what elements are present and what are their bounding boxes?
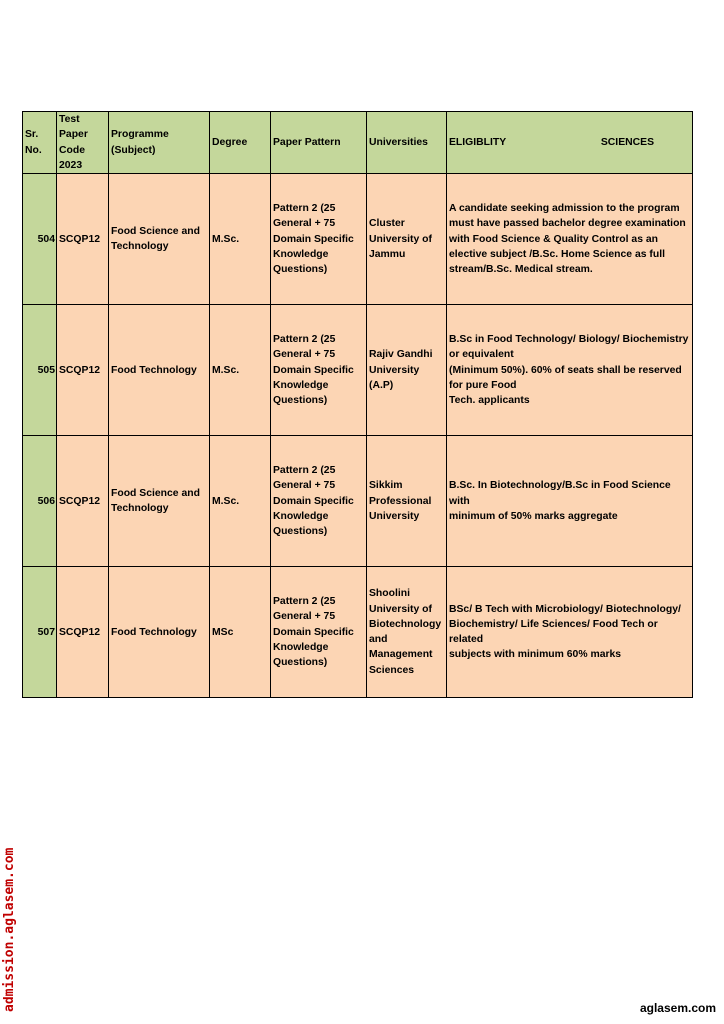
cell-paper-pattern: Pattern 2 (25 General + 75 Domain Specific Knowledge Questions) <box>271 174 367 305</box>
header-universities: Universities <box>367 112 447 174</box>
cell-code: SCQP12 <box>57 174 109 305</box>
cell-sr-no: 504 <box>23 174 57 305</box>
cell-university: Cluster University of Jammu <box>367 174 447 305</box>
cell-programme: Food Technology <box>109 305 210 436</box>
cell-eligibility: A candidate seeking admission to the program must have passed bachelor degree examination with Food Science & Quality Control as an elective subject /B.Sc. Home Science as full stream/B.Sc. Medical stream. <box>447 174 693 305</box>
cell-eligibility: B.Sc in Food Technology/ Biology/ Biochemistry or equivalent (Minimum 50%). 60% of seats shall be reserved for pure Food Tech. applicants <box>447 305 693 436</box>
cell-programme: Food Technology <box>109 567 210 698</box>
header-degree: Degree <box>210 112 271 174</box>
cell-code: SCQP12 <box>57 436 109 567</box>
cell-paper-pattern: Pattern 2 (25 General + 75 Domain Specific Knowledge Questions) <box>271 305 367 436</box>
table-row <box>23 174 693 305</box>
cell-university: Rajiv Gandhi University (A.P) <box>367 305 447 436</box>
footer-brand: aglasem.com <box>639 1001 716 1015</box>
cell-paper-pattern: Pattern 2 (25 General + 75 Domain Specific Knowledge Questions) <box>271 436 367 567</box>
cell-paper-pattern: Pattern 2 (25 General + 75 Domain Specific Knowledge Questions) <box>271 567 367 698</box>
cell-sr-no: 505 <box>23 305 57 436</box>
cell-degree: MSc <box>210 567 271 698</box>
cell-programme: Food Science and Technology <box>109 174 210 305</box>
cell-degree: M.Sc. <box>210 305 271 436</box>
header-eligibility-cell <box>447 112 693 174</box>
cell-eligibility: BSc/ B Tech with Microbiology/ Biotechnology/ Biochemistry/ Life Sciences/ Food Tech or related subjects with minimum 60% marks <box>447 567 693 698</box>
header-sr-no: Sr. No. <box>23 112 57 174</box>
watermark-text: admission.aglasem.com <box>2 847 17 1012</box>
header-test-paper-code: Test Paper Code 2023 <box>57 112 109 174</box>
table-row <box>23 305 693 436</box>
header-programme: Programme (Subject) <box>109 112 210 174</box>
cell-programme: Food Science and Technology <box>109 436 210 567</box>
cell-sr-no: 506 <box>23 436 57 567</box>
eligibility-table <box>22 111 693 698</box>
cell-eligibility: B.Sc. In Biotechnology/B.Sc in Food Science with minimum of 50% marks aggregate <box>447 436 693 567</box>
table-row <box>23 436 693 567</box>
table-header-row <box>23 112 693 174</box>
header-eligibility: ELIGIBLITY <box>449 136 507 148</box>
header-sciences: SCIENCES <box>600 136 654 148</box>
cell-university: Shoolini University of Biotechnology and Management Sciences <box>367 567 447 698</box>
cell-degree: M.Sc. <box>210 174 271 305</box>
header-paper-pattern: Paper Pattern <box>271 112 367 174</box>
cell-code: SCQP12 <box>57 305 109 436</box>
cell-code: SCQP12 <box>57 567 109 698</box>
cell-sr-no: 507 <box>23 567 57 698</box>
cell-university: Sikkim Professional University <box>367 436 447 567</box>
cell-degree: M.Sc. <box>210 436 271 567</box>
table-row <box>23 567 693 698</box>
